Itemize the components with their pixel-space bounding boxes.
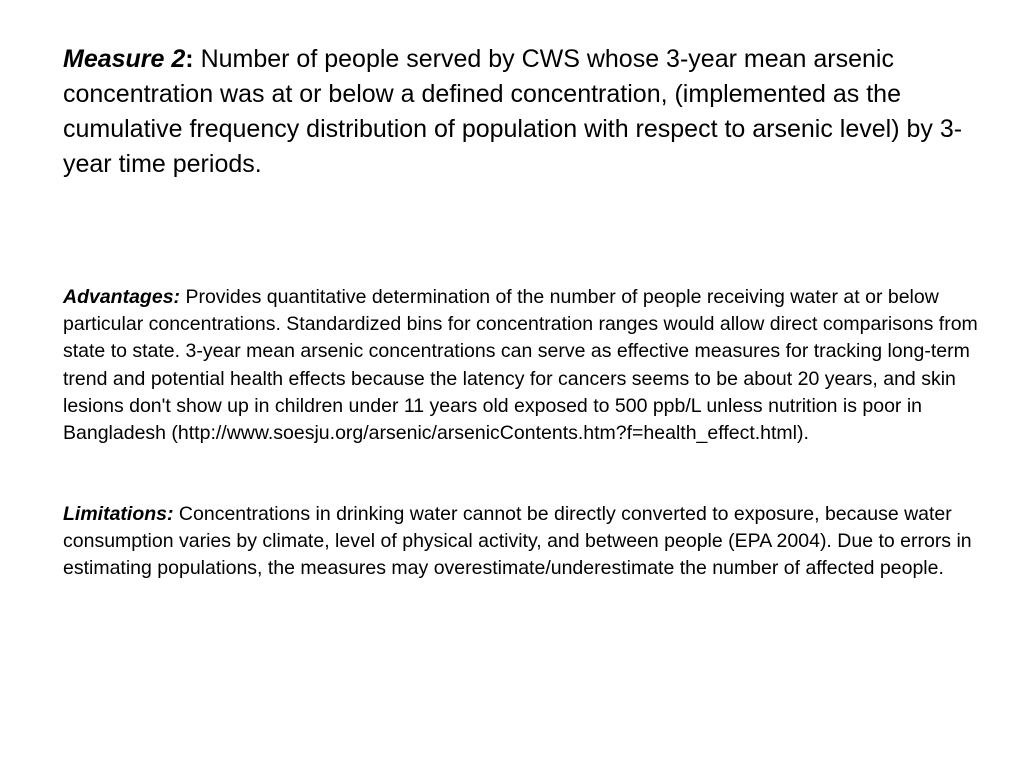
limitations-text: Concentrations in drinking water cannot be directly converted to exposure, because water consumption varies by climate, level of physical activity, and between people (EPA 2004). Due to errors in estimating populations, the measures may overestimate/underestimate the number of affected people. — [63, 503, 972, 580]
measure-text: Number of people served by CWS whose 3-year mean arsenic concentration was at or below a defined concentration, (implemented as the cumulative frequency distribution of population with respect to arsenic level) by 3-year time periods. — [63, 45, 963, 178]
advantages-text: Provides quantitative determination of the number of people receiving water at or below particular concentrations. Standardized bins for concentration ranges would allow direct comparisons from state to state. 3-year mean arsenic concentrations can serve as effective measures for tracking long-term trend and potential health effects because the latency for cancers seems to be about 20 years, and skin lesions don't show up in children under 11 years old exposed to 500 ppb/L unless nutrition is poor in Bangladesh (http://www.soesju.org/arsenic/arsenicContents.htm?f=health_effect.html). — [63, 286, 978, 445]
limitations-term: Limitations: — [63, 503, 174, 525]
measure-term: Measure 2 — [63, 45, 186, 73]
measure-colon: : — [185, 45, 194, 73]
measure-paragraph — [63, 42, 963, 182]
advantages-paragraph — [63, 284, 983, 447]
advantages-term: Advantages: — [63, 286, 181, 308]
limitations-paragraph — [63, 501, 983, 583]
